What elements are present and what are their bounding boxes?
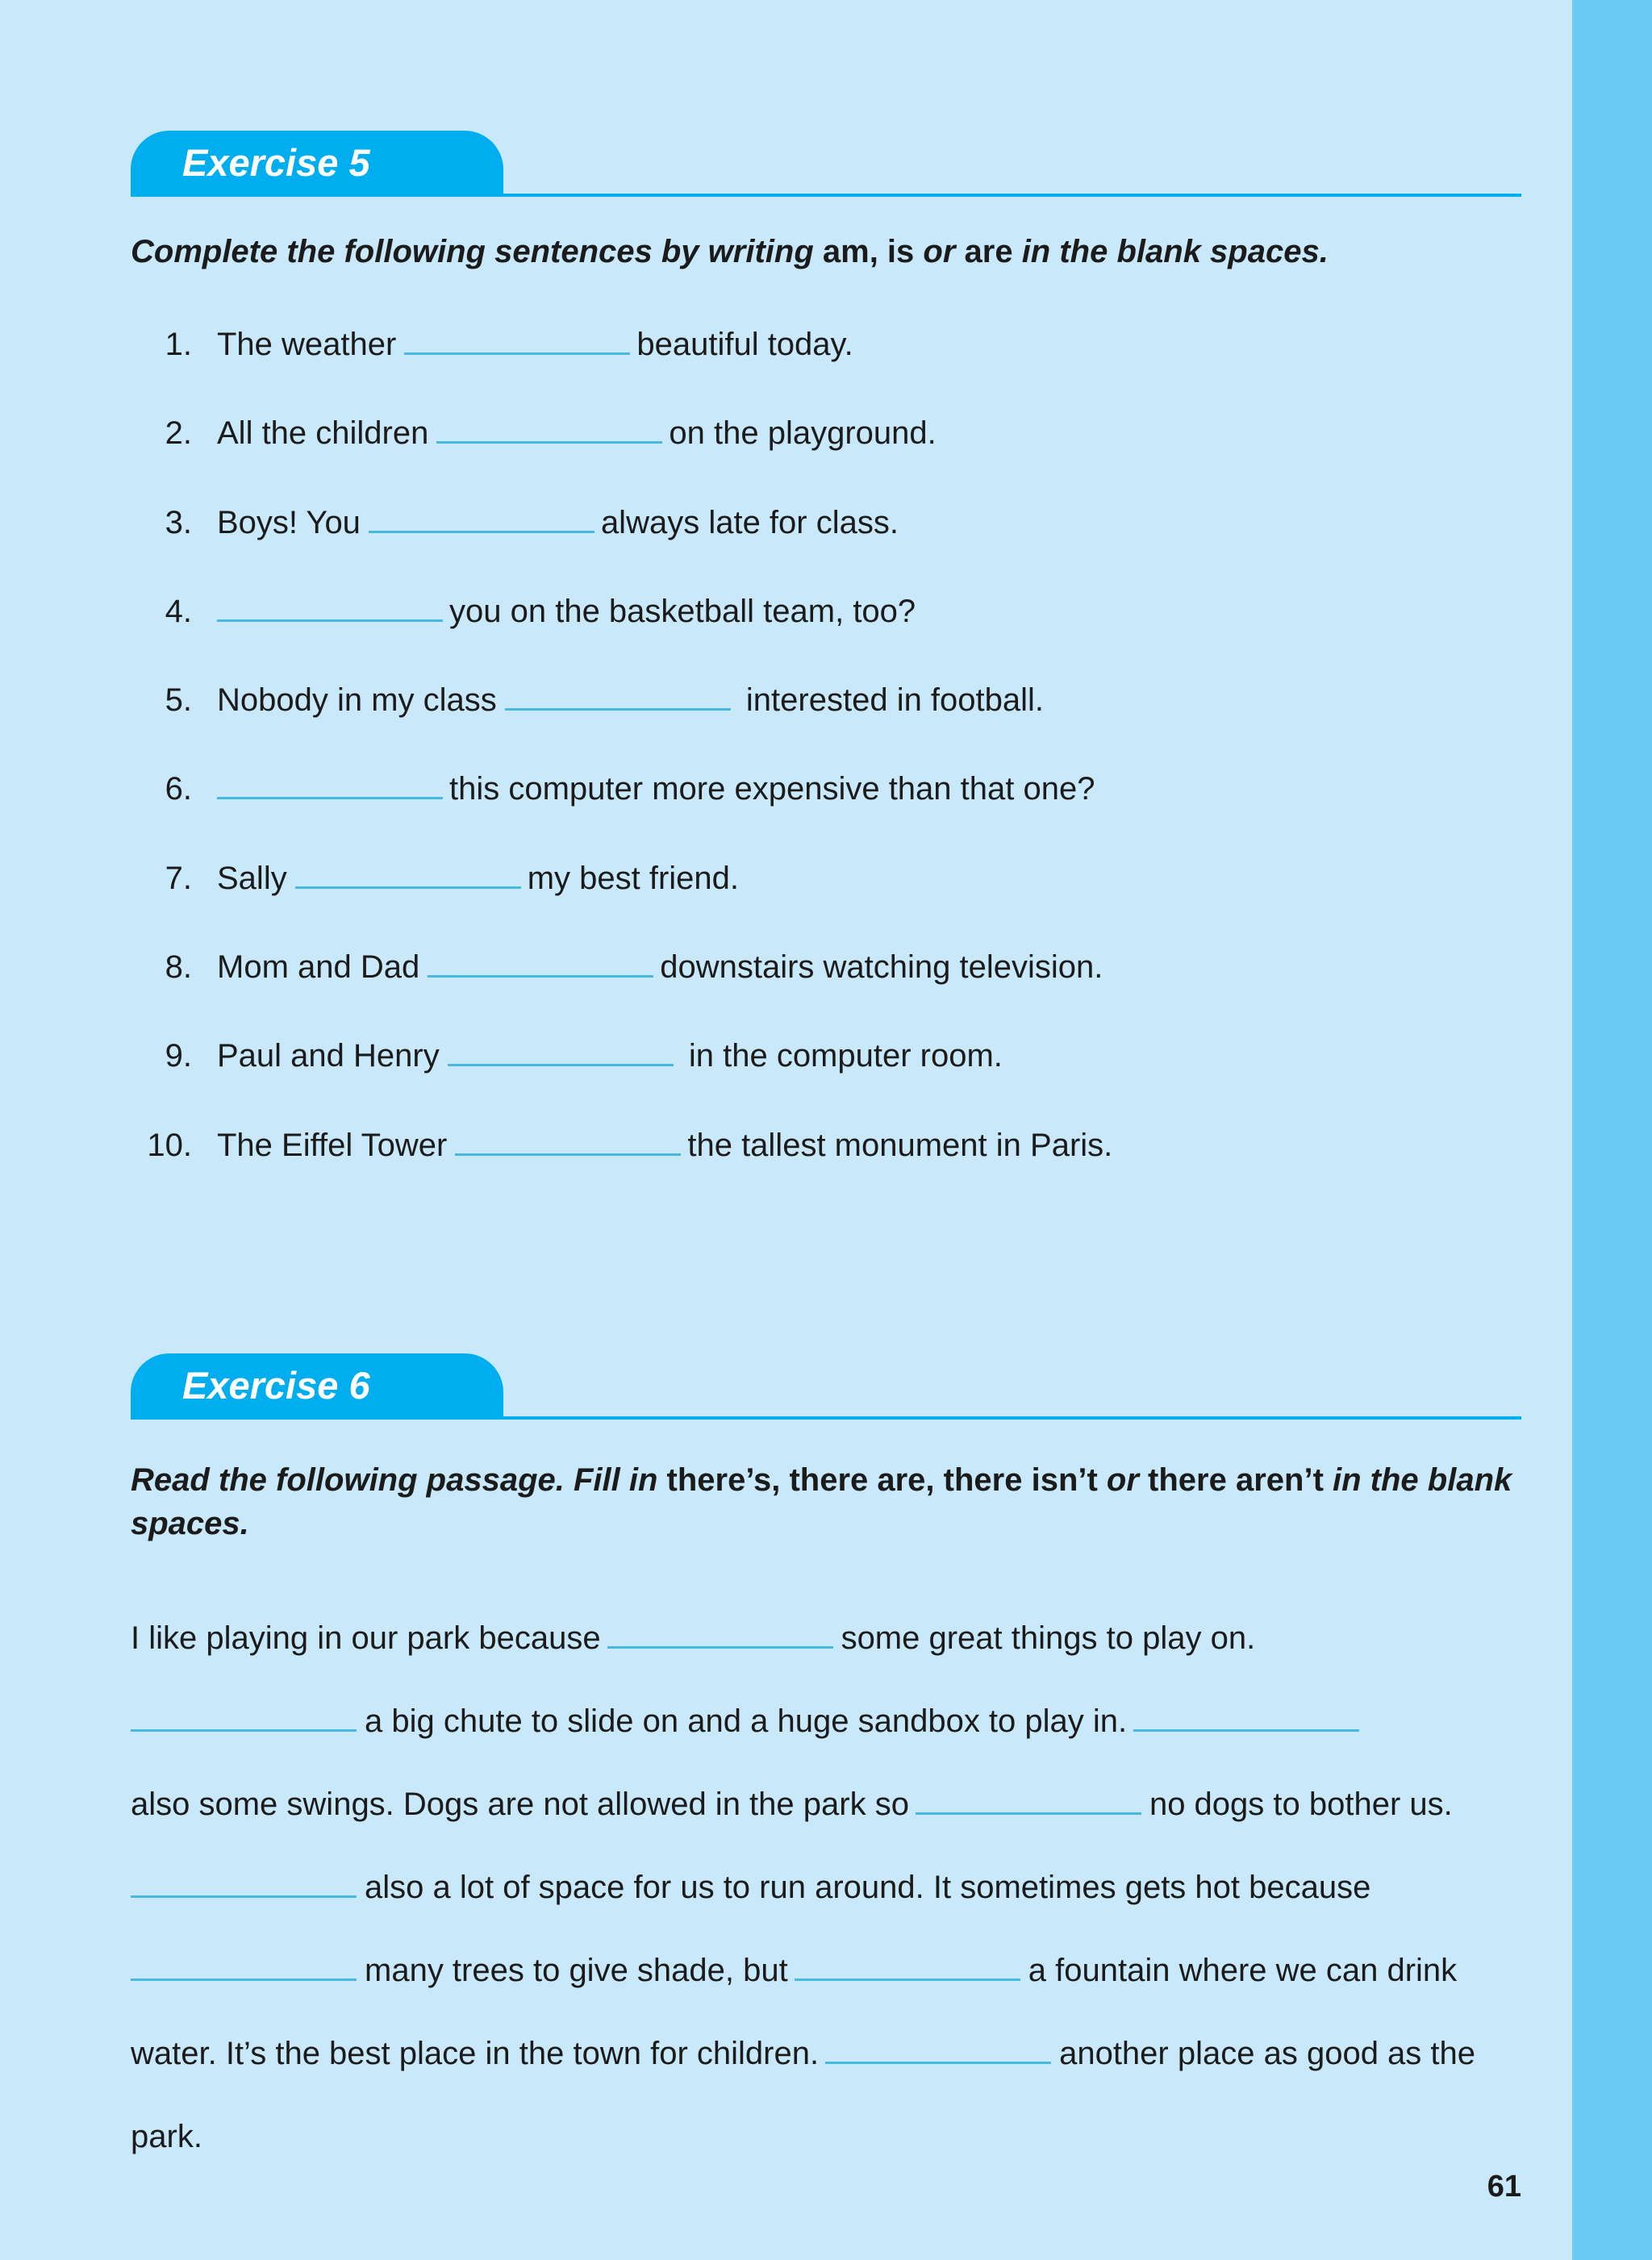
instruction-text: or bbox=[914, 234, 965, 269]
question-before: Nobody in my class bbox=[217, 682, 497, 719]
answer-blank[interactable] bbox=[217, 766, 443, 799]
answer-blank[interactable] bbox=[448, 1033, 674, 1066]
question-row bbox=[131, 942, 1502, 1031]
answer-blank[interactable] bbox=[795, 1948, 1020, 1981]
passage-text: also a lot of space for us to run around. It sometimes gets hot because bbox=[365, 1870, 1371, 1905]
question-number: 2. bbox=[165, 415, 192, 452]
answer-blank[interactable] bbox=[455, 1123, 681, 1156]
passage-text: another place as good as the park. bbox=[131, 2036, 1476, 2154]
exercise-5-title: Exercise 5 bbox=[182, 141, 370, 184]
question-before: Sally bbox=[217, 860, 287, 896]
page-number: 61 bbox=[1487, 2170, 1521, 2204]
answer-blank[interactable] bbox=[607, 1616, 833, 1649]
instruction-keyword: there’s, there are, there isn’t bbox=[666, 1462, 1098, 1498]
question-after: beautiful today. bbox=[636, 327, 853, 362]
question-before: Paul and Henry bbox=[217, 1038, 440, 1074]
exercise-5-header bbox=[131, 131, 1521, 197]
passage-text: no dogs to bother us. bbox=[1149, 1787, 1453, 1822]
exercise-5-tab bbox=[131, 131, 503, 197]
answer-blank[interactable] bbox=[1133, 1699, 1359, 1732]
question-after: you on the basketball team, too? bbox=[449, 593, 916, 629]
instruction-text: Complete the following sentences by writing bbox=[131, 234, 823, 269]
question-after: this computer more expensive than that one? bbox=[449, 771, 1095, 807]
exercise-5-instruction bbox=[131, 230, 1521, 273]
question-before: The weather bbox=[217, 327, 397, 362]
exercise-6-header bbox=[131, 1353, 1521, 1420]
question-after: always late for class. bbox=[600, 504, 899, 540]
answer-blank[interactable] bbox=[295, 856, 521, 889]
question-number: 10. bbox=[147, 1127, 192, 1163]
question-row bbox=[131, 1031, 1502, 1120]
answer-blank[interactable] bbox=[131, 1865, 357, 1898]
question-row bbox=[131, 498, 1502, 586]
exercise-5-questions bbox=[131, 319, 1502, 1209]
question-number: 9. bbox=[165, 1038, 192, 1074]
question-after: on the playground. bbox=[669, 415, 937, 452]
exercise-6-rule bbox=[131, 1416, 1521, 1420]
answer-blank[interactable] bbox=[217, 589, 443, 622]
answer-blank[interactable] bbox=[404, 322, 630, 355]
answer-blank[interactable] bbox=[916, 1782, 1141, 1815]
passage-text: some great things to play on. bbox=[841, 1620, 1256, 1656]
question-after: in the computer room. bbox=[679, 1038, 1003, 1074]
question-row bbox=[131, 319, 1502, 408]
question-row bbox=[131, 408, 1502, 497]
question-row bbox=[131, 675, 1502, 764]
question-number: 1. bbox=[165, 327, 192, 362]
instruction-text: Read the following passage. Fill in bbox=[131, 1462, 667, 1498]
question-number: 8. bbox=[165, 949, 192, 986]
answer-blank[interactable] bbox=[131, 1948, 357, 1981]
question-row bbox=[131, 1120, 1502, 1209]
passage-text: a big chute to slide on and a huge sandbox to play in. bbox=[365, 1703, 1128, 1739]
passage-text: also some swings. Dogs are not allowed in the park so bbox=[131, 1787, 909, 1822]
answer-blank[interactable] bbox=[428, 944, 653, 978]
passage-text: a fountain where we can drink water. It’s the best place in the town for children. bbox=[131, 1953, 1458, 2071]
question-number: 3. bbox=[165, 504, 192, 540]
instruction-keyword: are bbox=[964, 234, 1013, 269]
question-number: 4. bbox=[165, 593, 192, 629]
instruction-text: in the blank spaces. bbox=[1012, 234, 1329, 269]
question-before: Boys! You bbox=[217, 504, 361, 540]
question-number: 5. bbox=[165, 682, 192, 719]
exercise-6-passage bbox=[131, 1597, 1521, 2179]
question-before: Mom and Dad bbox=[217, 949, 420, 986]
passage-text: many trees to give shade, but bbox=[365, 1953, 788, 1988]
answer-blank[interactable] bbox=[369, 500, 594, 533]
instruction-text: or bbox=[1097, 1462, 1149, 1498]
question-after: interested in football. bbox=[736, 682, 1045, 719]
answer-blank[interactable] bbox=[825, 2031, 1051, 2064]
instruction-keyword: there aren’t bbox=[1148, 1462, 1324, 1498]
question-number: 7. bbox=[165, 860, 192, 896]
passage-text: I like playing in our park because bbox=[131, 1620, 601, 1656]
question-row bbox=[131, 853, 1502, 942]
question-number: 6. bbox=[165, 771, 192, 807]
question-row bbox=[131, 586, 1502, 675]
exercise-6-instruction bbox=[131, 1458, 1521, 1545]
question-before: The Eiffel Tower bbox=[217, 1127, 448, 1163]
question-after: my best friend. bbox=[527, 860, 740, 896]
question-after: downstairs watching television. bbox=[660, 949, 1103, 986]
question-after: the tallest monument in Paris. bbox=[687, 1127, 1113, 1163]
exercise-6-title: Exercise 6 bbox=[182, 1364, 370, 1407]
answer-blank[interactable] bbox=[505, 678, 731, 711]
question-before: All the children bbox=[217, 415, 429, 452]
question-row bbox=[131, 764, 1502, 853]
side-strip bbox=[1572, 0, 1652, 2260]
instruction-keyword: am, is bbox=[822, 234, 915, 269]
instruction-text: in the blank spaces. bbox=[131, 1462, 1512, 1541]
answer-blank[interactable] bbox=[436, 411, 662, 444]
exercise-6-tab bbox=[131, 1353, 503, 1420]
exercise-5-rule bbox=[131, 194, 1521, 197]
answer-blank[interactable] bbox=[131, 1699, 357, 1732]
